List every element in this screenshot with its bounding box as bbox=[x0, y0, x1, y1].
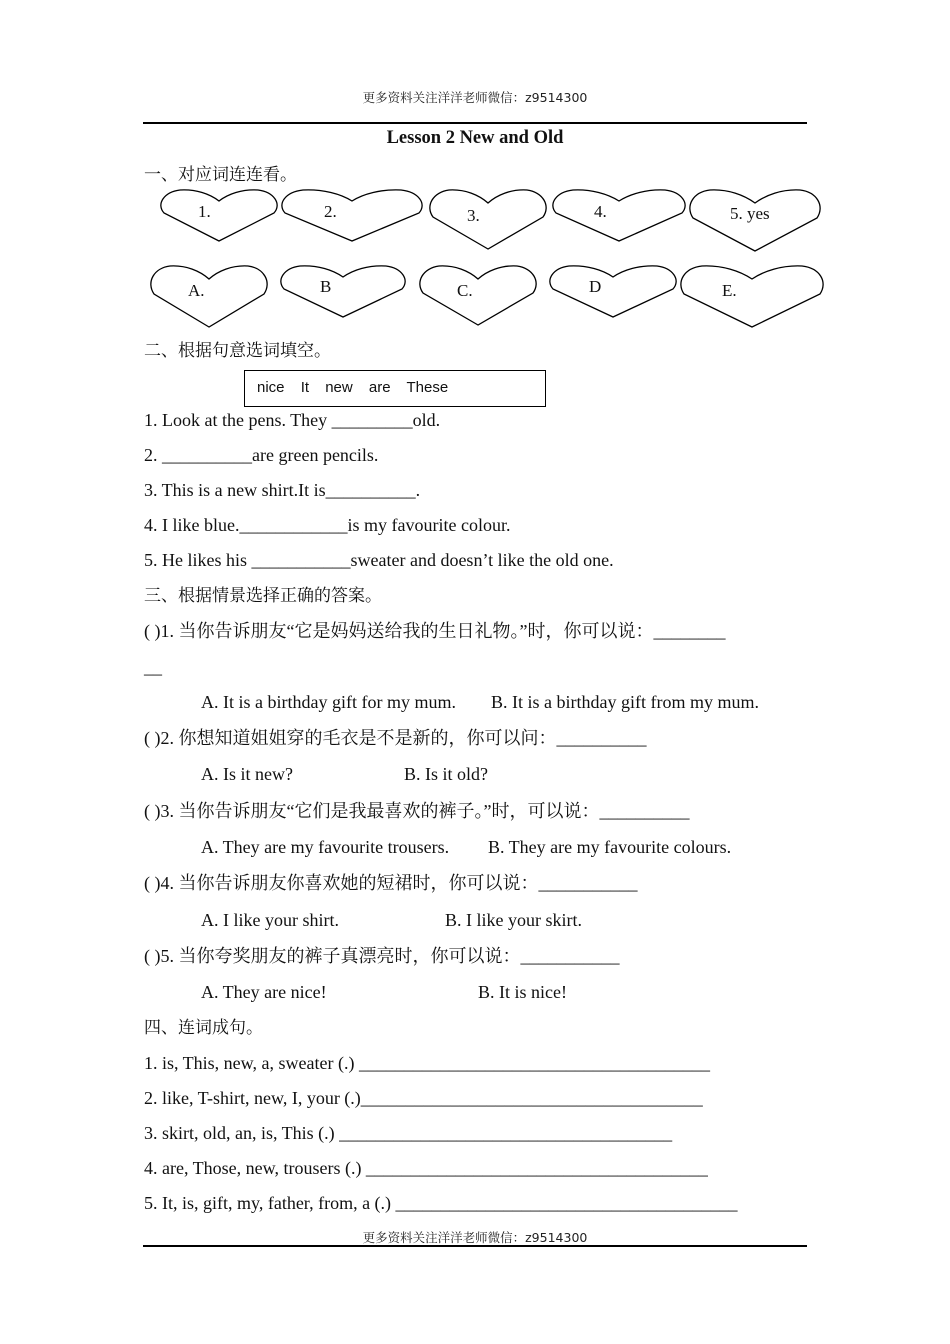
reorder-item-3: 3. skirt, old, an, is, This (.) _____________________________________ bbox=[144, 1123, 673, 1143]
question-2-option-b: B. Is it old? bbox=[404, 764, 488, 784]
heart-bottom-d-label: D bbox=[589, 277, 602, 296]
heart-bottom-e bbox=[678, 265, 826, 329]
heart-top-2 bbox=[279, 189, 425, 243]
question-3-option-a: A. They are my favourite trousers. bbox=[201, 837, 450, 857]
heart-bottom-d bbox=[547, 265, 679, 319]
question-3-option-b: B. They are my favourite colours. bbox=[488, 837, 732, 857]
fill-item-1: 1. Look at the pens. They _________old. bbox=[144, 410, 441, 430]
footer-rule bbox=[143, 1245, 807, 1247]
section3-heading: 三、根据情景选择正确的答案。 bbox=[144, 586, 382, 606]
section1-heading: 一、对应词连连看。 bbox=[144, 165, 297, 185]
word-bank-item: nice bbox=[257, 379, 285, 396]
reorder-item-4: 4. are, Those, new, trousers (.) ______________________________________ bbox=[144, 1158, 708, 1178]
question-1-option-b: B. It is a birthday gift from my mum. bbox=[491, 692, 759, 712]
question-4-option-a: A. I like your shirt. bbox=[201, 910, 339, 930]
question-4-option-b: B. I like your skirt. bbox=[445, 910, 582, 930]
section2-heading: 二、根据句意选词填空。 bbox=[144, 341, 331, 361]
fill-item-4: 4. I like blue.____________is my favourite colour. bbox=[144, 515, 511, 535]
heart-top-1 bbox=[158, 189, 280, 243]
heart-top-4 bbox=[550, 189, 688, 243]
fill-item-2: 2. __________are green pencils. bbox=[144, 445, 379, 465]
header-note: 更多资料关注洋洋老师微信：z9514300 bbox=[362, 90, 588, 105]
question-1-option-a: A. It is a birthday gift for my mum. bbox=[201, 692, 456, 712]
heart-bottom-b bbox=[278, 265, 408, 319]
fill-item-5: 5. He likes his ___________sweater and doesn’t like the old one. bbox=[144, 550, 614, 570]
page-title: Lesson 2 New and Old bbox=[386, 128, 564, 148]
question-5-prompt: ( )5. 当你夸奖朋友的裤子真漂亮时，你可以说：___________ bbox=[144, 946, 620, 966]
reorder-item-2: 2. like, T-shirt, new, I, your (.)______________________________________ bbox=[144, 1088, 703, 1108]
reorder-item-5: 5. It, is, gift, my, father, from, a (.) ______________________________________ bbox=[144, 1193, 738, 1213]
heart-bottom-c bbox=[417, 265, 539, 327]
header-rule bbox=[143, 122, 807, 124]
heart-top-1-label: 1. bbox=[198, 202, 211, 221]
question-2-prompt: ( )2. 你想知道姐姐穿的毛衣是不是新的，你可以问：__________ bbox=[144, 728, 647, 748]
heart-bottom-b-label: B bbox=[320, 277, 332, 296]
question-1-continuation: __ bbox=[144, 657, 162, 677]
footer-note: 更多资料关注洋洋老师微信：z9514300 bbox=[362, 1230, 588, 1245]
heart-bottom-e-label: E. bbox=[722, 281, 737, 300]
question-2-option-a: A. Is it new? bbox=[201, 764, 293, 784]
heart-top-3-label: 3. bbox=[467, 206, 480, 225]
question-1-prompt: ( )1. 当你告诉朋友“它是妈妈送给我的生日礼物。”时，你可以说：________ bbox=[144, 621, 726, 641]
heart-top-2-label: 2. bbox=[324, 202, 337, 221]
word-bank-item: are bbox=[368, 379, 391, 396]
heart-top-5 bbox=[687, 189, 823, 253]
word-bank-item: new bbox=[325, 379, 353, 396]
heart-top-4-label: 4. bbox=[594, 202, 607, 221]
heart-bottom-c-label: C. bbox=[457, 281, 473, 300]
word-bank-item: It bbox=[300, 379, 310, 396]
question-3-prompt: ( )3. 当你告诉朋友“它们是我最喜欢的裤子。”时，可以说：__________ bbox=[144, 801, 690, 821]
word-bank bbox=[244, 370, 546, 407]
reorder-item-1: 1. is, This, new, a, sweater (.) _______________________________________ bbox=[144, 1053, 710, 1073]
fill-item-3: 3. This is a new shirt.It is__________. bbox=[144, 480, 421, 500]
heart-bottom-a bbox=[148, 265, 270, 329]
question-5-option-b: B. It is nice! bbox=[478, 982, 567, 1002]
word-bank-item: These bbox=[406, 379, 449, 396]
heart-top-5-label: 5. yes bbox=[730, 204, 770, 223]
question-5-option-a: A. They are nice! bbox=[201, 982, 327, 1002]
heart-top-3 bbox=[427, 189, 549, 251]
heart-bottom-a-label: A. bbox=[188, 281, 205, 300]
question-4-prompt: ( )4. 当你告诉朋友你喜欢她的短裙时，你可以说：___________ bbox=[144, 873, 638, 893]
section4-heading: 四、连词成句。 bbox=[144, 1018, 263, 1038]
